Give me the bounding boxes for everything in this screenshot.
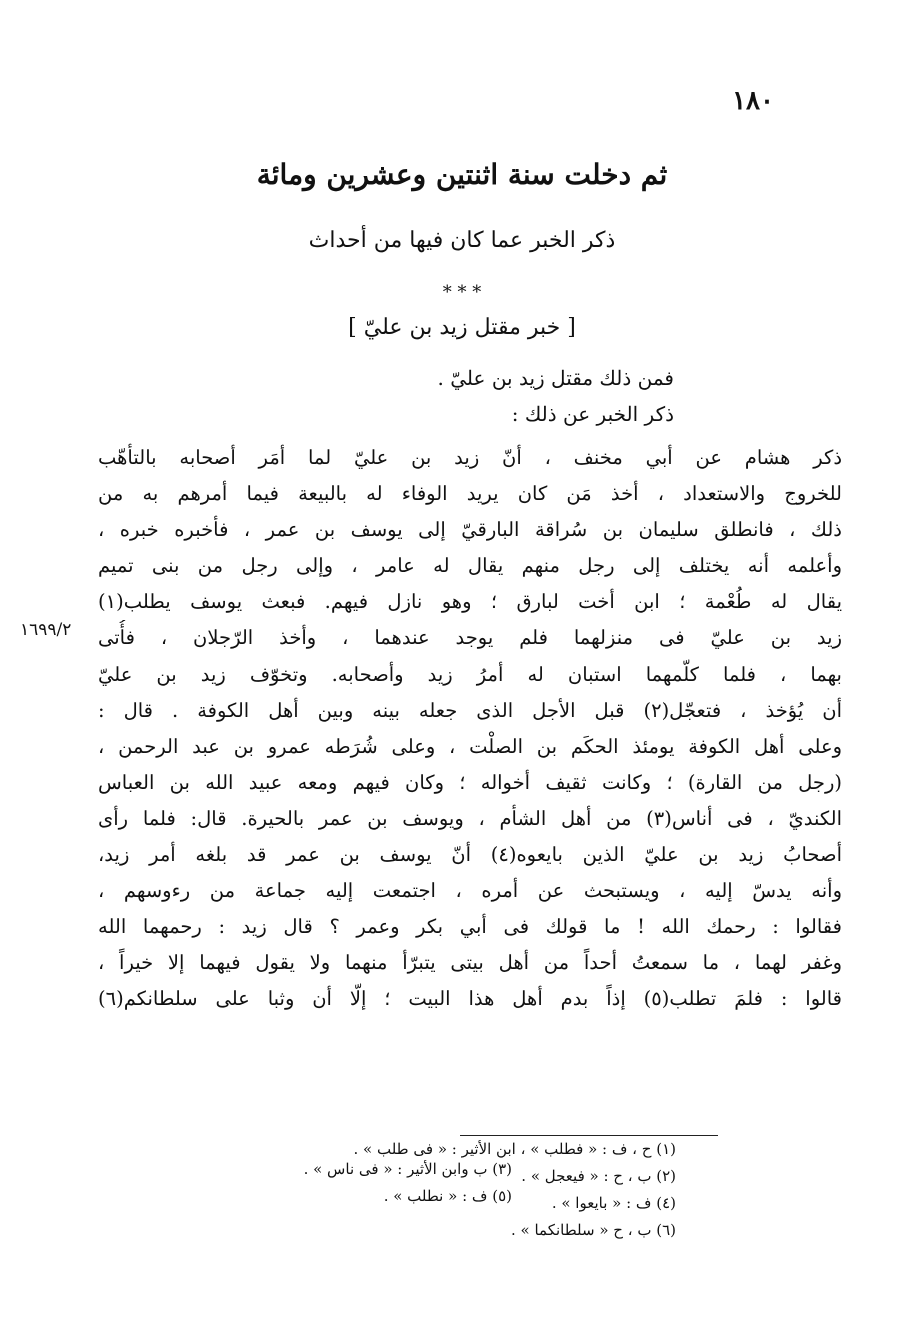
body-line: ذكر هشام عن أبي مخنف ، أنّ زيد بن عليّ لما أمَر أصحابه بالتأهّب <box>98 446 842 469</box>
footnote: (٢) ب ، ح : « فيعجل » . <box>521 1167 676 1185</box>
body-line: وغفر لهما ، ما سمعتُ أحداً من أهل بيتى يتبرّأ منهما ولا يقول فيهما إلا خيراً ، <box>98 951 842 975</box>
body-line: أن يُؤخذ ، فتعجّل(٢) قبل الأجل الذى جعله بينه وبين أهل الكوفة . قال : <box>98 698 842 722</box>
body-line: للخروج والاستعداد ، أخذ مَن كان يريد الوفاء له بالبيعة فيما أمرهم به من <box>98 482 842 506</box>
footnote: (٣) ب وابن الأثير : « فى ناس » . <box>303 1160 512 1178</box>
body-line: الكنديّ ، فى أناس(٣) من أهل الشأم ، ويوسف بن عمر بالحيرة. قال: فلما رأى <box>98 806 842 830</box>
body-line: فقالوا : رحمك الله ! ما قولك فى أبي بكر وعمر ؟ قال زيد : رحمهما الله <box>98 915 842 939</box>
body-line: وعلى أهل الكوفة يومئذ الحكَم بن الصلْت ، وعلى شُرَطه عمرو بن عبد الرحمن ، <box>98 734 842 758</box>
body-line: ذلك ، فانطلق سليمان بن سُراقة البارقيّ إلى يوسف بن عمر ، فأخبره خبره ، <box>98 518 842 542</box>
footnote-divider <box>460 1135 718 1136</box>
body-line: (رجل من القارة) ؛ وكانت ثقيف أخواله ؛ وكان فيهم ومعه عبيد الله بن العباس <box>98 770 842 794</box>
body-line: زيد بن عليّ فى منزلهما فلم يوجد عندهما ، وأخذ الرّجلان ، فأُتى <box>98 626 842 650</box>
body-line: أصحابُ زيد بن عليّ الذين بايعوه(٤) أنّ يوسف بن عمر قد بلغه أمر زيد، <box>98 843 842 867</box>
page-number: ١٨٠ <box>732 86 774 116</box>
body-line: وأنه يدسّ إليه ، ويستبحث عن أمره ، اجتمعت إليه جماعة من رءوسهم ، <box>98 879 842 903</box>
chapter-subheading: ذكر الخبر عما كان فيها من أحداث <box>308 228 616 253</box>
intro-line: فمن ذلك مقتل زيد بن عليّ . <box>437 366 674 390</box>
body-line: يقال له طُعْمة ؛ ابن أخت لبارق ؛ وهو نازل فيهم. فبعث يوسف يطلب(١) <box>98 590 842 614</box>
body-line: قالوا : فلمَ تطلب(٥) إذاً بدم أهل هذا البيت ؛ إلّا أن وثبا على سلطانكم(٦) <box>98 987 842 1011</box>
footnote: (٦) ب ، ح « سلطانكما » . <box>510 1221 676 1239</box>
intro-line: ذكر الخبر عن ذلك : <box>511 402 674 426</box>
body-line: وأعلمه أنه يختلف إلى رجل منهم يقال له عامر ، وإلى رجل من بنى تميم <box>98 554 842 578</box>
chapter-heading: ثم دخلت سنة اثنتين وعشرين ومائة <box>256 158 668 191</box>
margin-reference: ١٦٩٩/٢ <box>20 620 72 640</box>
footnote: (٥) ف : « نطلب » . <box>383 1187 512 1205</box>
body-text <box>98 440 842 1018</box>
section-title: [ خبر مقتل زيد بن عليّ ] <box>348 315 576 340</box>
section-separator: * * * <box>442 282 482 303</box>
footnote: (٤) ف : « بايعوا » . <box>551 1194 676 1212</box>
footnote: (١) ح ، ف : « فطلب » ، ابن الأثير : « فى طلب » . <box>353 1140 676 1158</box>
body-line: بهما ، فلما كلّمهما استبان له أمرُ زيد وأصحابه. وتخوّف زيد بن عليّ <box>98 662 842 686</box>
